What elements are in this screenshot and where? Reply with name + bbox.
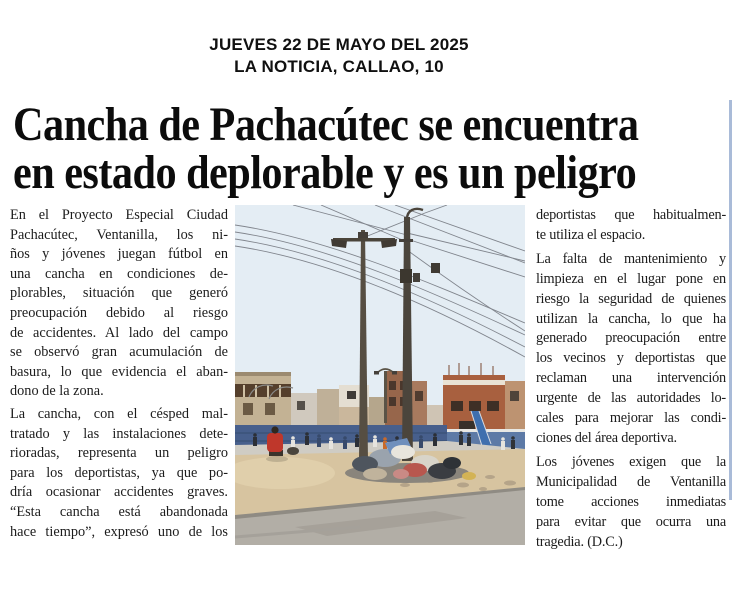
- article-text-line: rioradas, representa un peligro: [10, 445, 228, 462]
- article-text-line: ciones del área deportiva.: [536, 429, 677, 446]
- article-text-line: basura, lo que evidencia el aban-: [10, 363, 228, 380]
- headline: [13, 98, 734, 199]
- article-text-line: La falta de mantenimiento y: [536, 250, 726, 267]
- article-text-line: preocupación debido al riesgo: [10, 304, 228, 321]
- article-text-line: “Esta cancha está abandonada: [10, 503, 228, 520]
- article-text-line: utilizan la cancha, lo que ha: [536, 310, 726, 327]
- photo-illustration: [235, 205, 525, 545]
- headline-line-2: en estado deplorable y es un peligro: [13, 146, 637, 199]
- masthead: [0, 34, 678, 78]
- article-text-line: de accidentes. Al lado del campo: [10, 324, 228, 341]
- publication-line: LA NOTICIA, CALLAO, 10: [234, 57, 444, 76]
- article-text-line: para los deportistas, ya que po-: [10, 464, 228, 481]
- article-text-line: urgente de las autoridades lo-: [536, 390, 726, 407]
- article-text-line: riesgo la seguridad de quienes: [536, 290, 726, 307]
- article-paragraph: [536, 206, 726, 246]
- article-text-line: hace tiempo”, expresó uno de los: [10, 523, 228, 540]
- article-text-line: para evitar que ocurra una: [536, 513, 726, 530]
- article-text-line: dría ocasionar accidentes graves.: [10, 484, 228, 501]
- article-text-line: cales para mejorar las condi-: [536, 410, 726, 427]
- article-text-line: reclaman una intervención: [536, 370, 726, 387]
- article-text-line: deportistas que habitualmen-: [536, 207, 726, 223]
- article-text-line: Pachacútec, Ventanilla, los ni-: [10, 226, 228, 243]
- article-text-line: En el Proyecto Especial Ciudad: [10, 207, 228, 223]
- article-text-line: ños y jóvenes juegan fútbol en: [10, 246, 228, 263]
- article-text-line: generado preocupación entre: [536, 330, 726, 347]
- article-text-line: se observó gran acumulación de: [10, 344, 228, 361]
- page-edge-line: [729, 100, 732, 500]
- article-text-line: dono de la zona.: [10, 383, 104, 400]
- article-text-line: tratado y las instalaciones dete-: [10, 425, 228, 442]
- article-text-line: limpieza en el lugar pone en: [536, 270, 726, 287]
- article-text-line: plorables, situación que generó: [10, 285, 228, 302]
- article-text-line: Los jóvenes exigen que la: [536, 453, 726, 470]
- date-line: JUEVES 22 DE MAYO DEL 2025: [209, 35, 469, 54]
- article-text-line: Municipalidad de Ventanilla: [536, 473, 726, 490]
- article-paragraph: [10, 206, 228, 402]
- article-text-line: tome acciones inmediatas: [536, 493, 726, 510]
- article-paragraph: [10, 405, 228, 542]
- article-text-line: tragedia. (D.C.): [536, 533, 623, 550]
- article-photo: [235, 205, 525, 545]
- article-text-line: una cancha en condiciones de-: [10, 265, 228, 282]
- article-paragraph: [536, 250, 726, 449]
- article-right-column: [536, 206, 726, 556]
- article-text-line: los vecinos y deportistas que: [536, 350, 726, 367]
- article-text-line: La cancha, con el césped mal-: [10, 405, 228, 422]
- article-text-line: te utiliza el espacio.: [536, 226, 646, 243]
- article-left-column: [10, 206, 228, 545]
- article-paragraph: [536, 453, 726, 553]
- headline-line-1: Cancha de Pachacútec se encuentra: [13, 98, 639, 151]
